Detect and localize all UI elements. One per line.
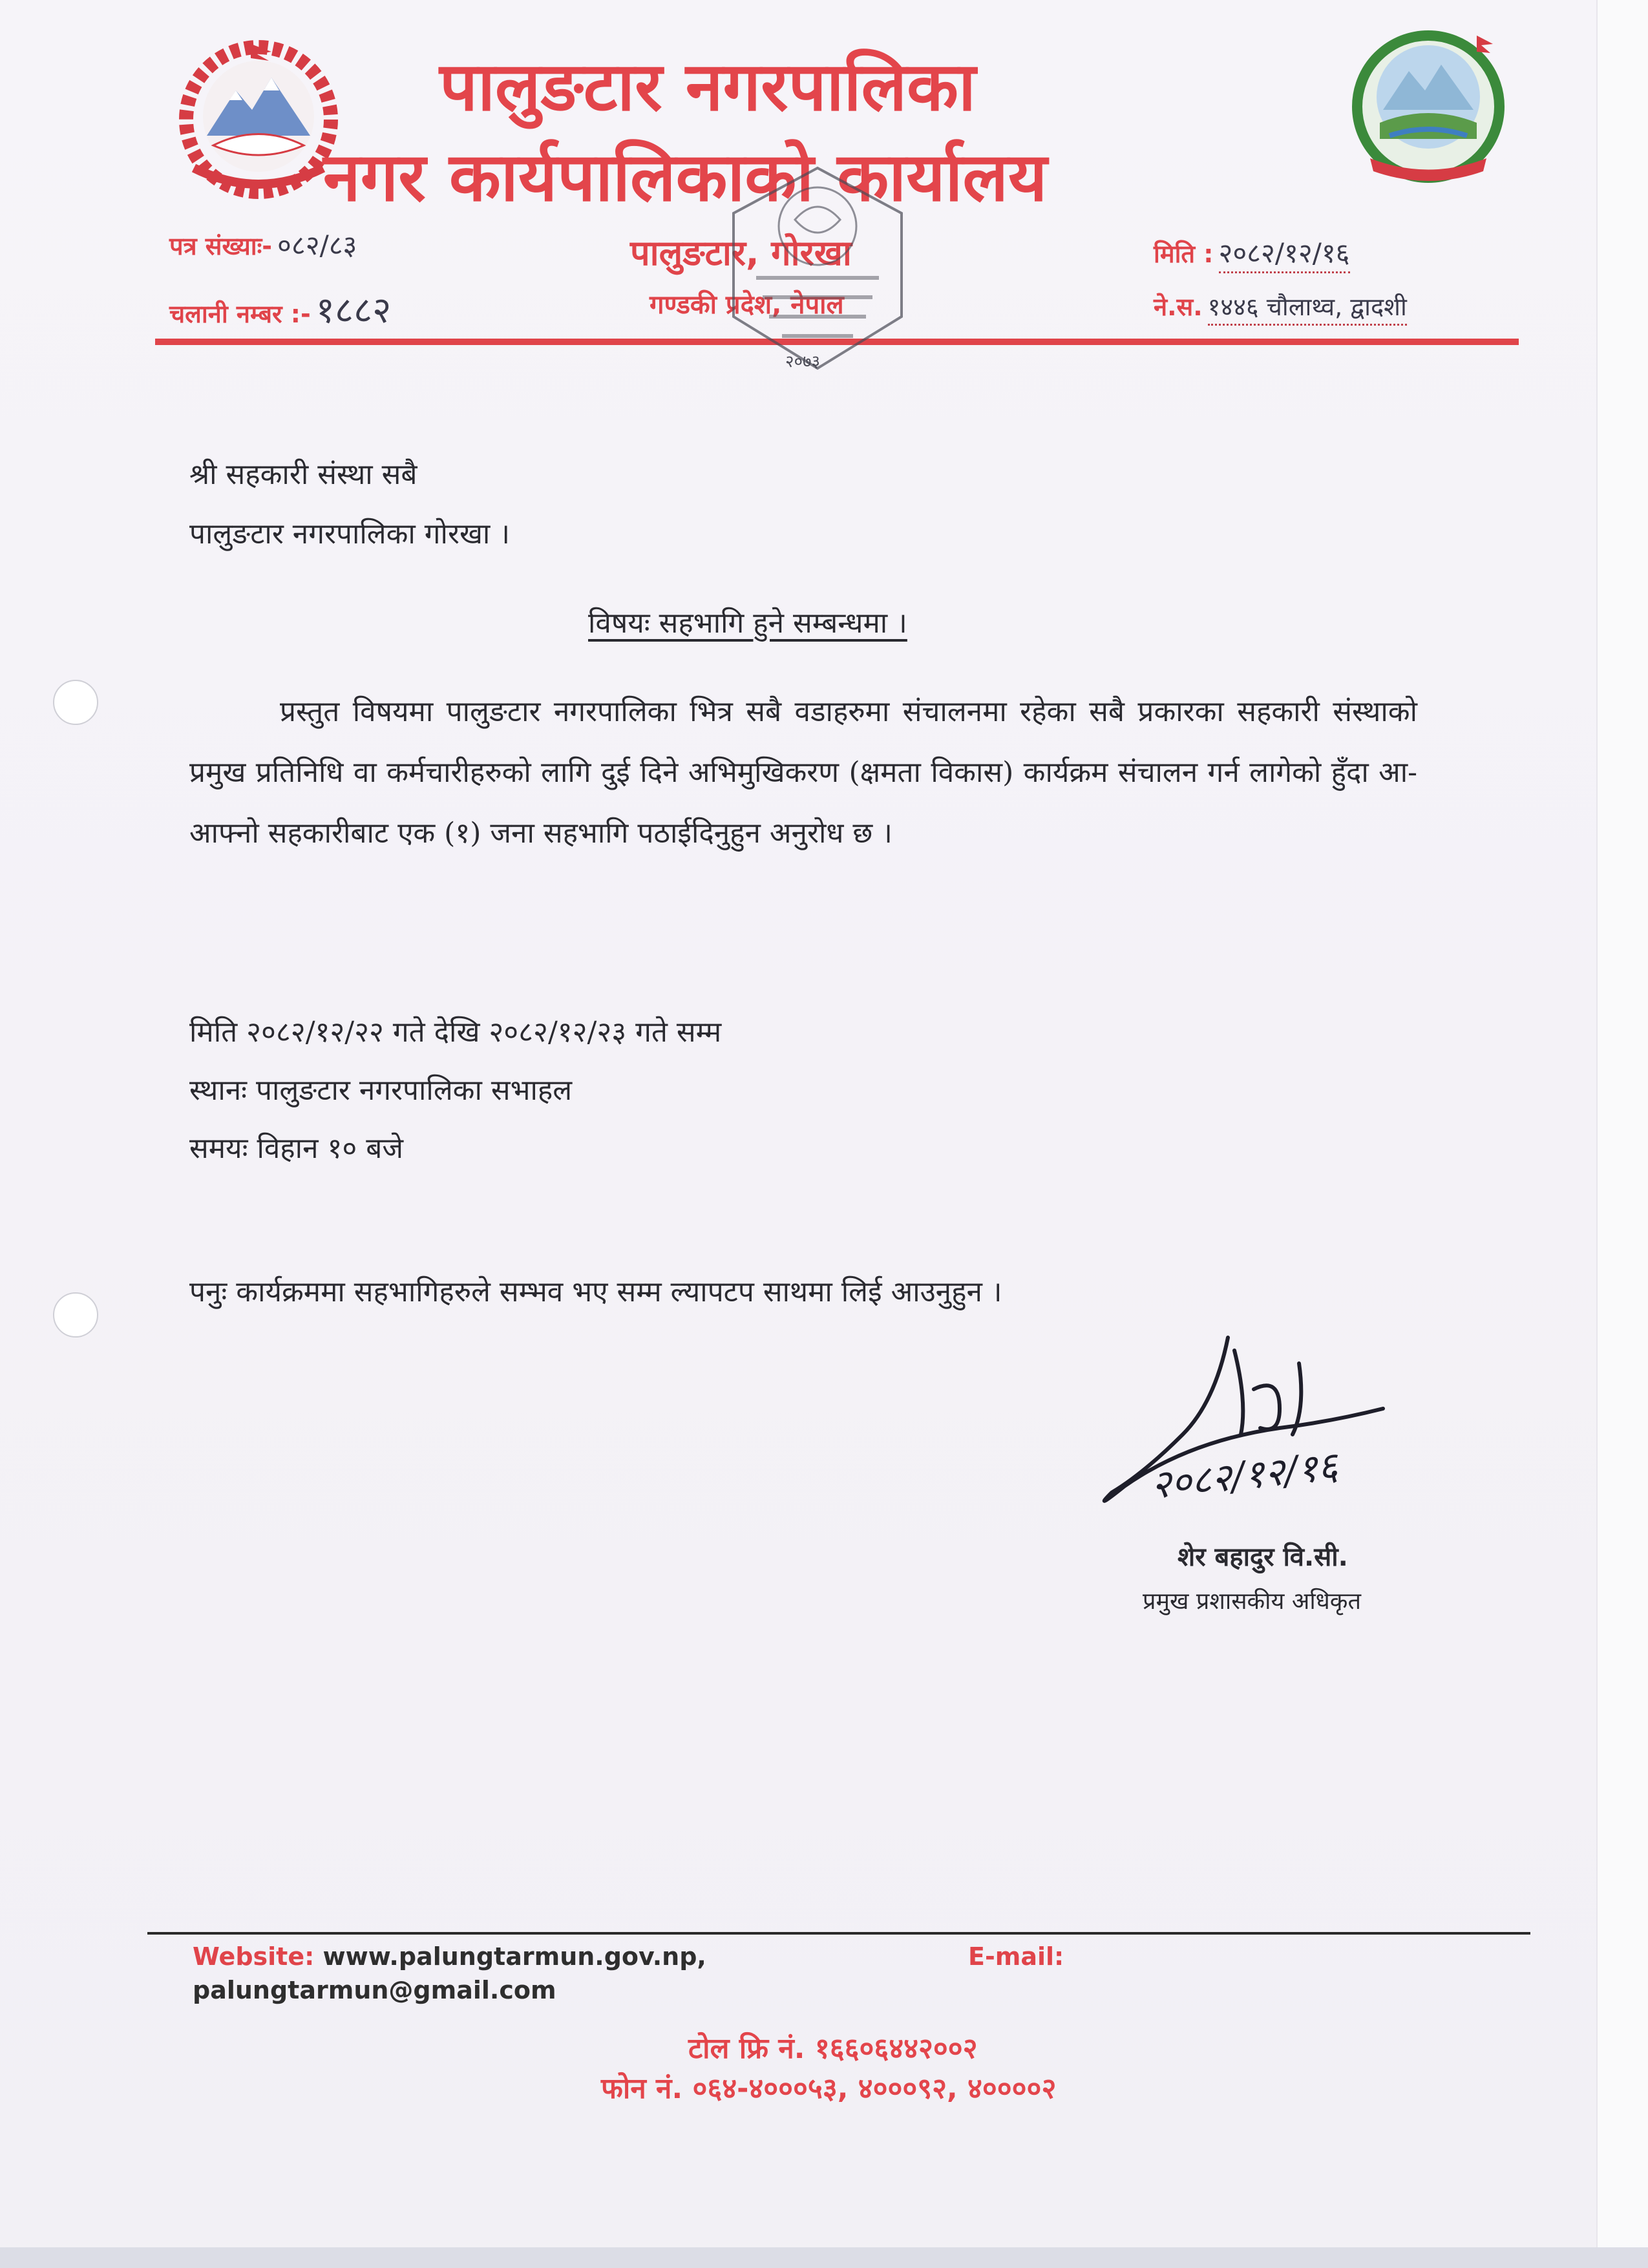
header-title-line1: पालुङटार नगरपालिका [439,47,976,126]
event-time-line: समयः विहान १० बजे [189,1132,403,1165]
chalani-label: चलानी नम्बर :- [169,300,311,328]
nepal-sambat-date [1154,289,1407,323]
footer-email [193,1976,556,2004]
page-edge-right [1596,0,1648,2268]
miti-label: मिति : [1154,240,1214,268]
note-line: पनुः कार्यक्रममा सहभागिहरुले सम्भव भए सम्म ल्यापटप साथमा लिई आउनुहुन । [189,1276,1002,1308]
header-title-line2: नगर कार्यपालिकाको कार्यालय [323,138,1048,216]
event-date-line: मिति २०८२/१२/२२ गते देखि २०८२/१२/२३ गते सम्म [189,1016,722,1049]
punch-hole-bottom [53,1292,98,1338]
miti-value: २०८२/१२/१६ [1219,237,1350,273]
addressee-line1: श्री सहकारी संस्था सबै [189,458,417,491]
footer-tollfree: टोल फ्रि नं. १६६०६४४२००२ [688,2032,978,2065]
chalani-value: १८८२ [315,289,392,331]
ns-label: ने.स. [1154,293,1203,321]
header-date [1154,234,1350,271]
ns-value: १४४६ चौलाथ्व, द्वादशी [1208,293,1407,326]
website-value[interactable]: www.palungtarmun.gov.np, [322,1942,706,1971]
footer-website [193,1942,706,1971]
handwritten-signature [1086,1325,1422,1531]
signatory-name: शेर बहादुर वि.सी. [1178,1542,1348,1572]
page-edge-bottom [0,2247,1648,2268]
patra-sankhya [169,226,357,263]
chalani-number [169,284,391,333]
event-place-line: स्थानः पालुङटार नगरपालिका सभाहल [189,1074,573,1107]
footer-email-label [968,1942,1064,1971]
subject-line: विषयः सहभागि हुने सम्बन्धमा । [588,607,907,640]
email-label: E-mail: [968,1942,1064,1971]
nepal-emblem-icon [174,39,343,200]
patra-value: ०८२/८३ [277,229,357,261]
stamp-year: २०७३ [785,352,821,372]
municipality-logo-icon [1344,26,1512,187]
patra-label: पत्र संख्याः- [169,232,273,260]
punch-hole-top [53,680,98,725]
office-location: पालुङटार, गोरखा [630,233,852,273]
email-value[interactable]: palungtarmun@gmail.com [193,1976,556,2004]
footer-phone: फोन नं. ०६४-४०००५३, ४०००९२, ४००००२ [601,2072,1057,2105]
body-paragraph-text: प्रस्तुत विषयमा पालुङटार नगरपालिका भित्र सबै वडाहरुमा संचालनमा रहेका सबै प्रकारका सहकारी संस्थाको प्रमुख प्रतिनिधि वा कर्मचारीहरुको लागि दुई दिने अभिमुखिकरण (क्षमता विकास) कार्यक्रम संचालन गर्न लागेको हुँदा आ-आफ्नो सहकारीबाट एक (१) जना सहभागि पठाईदिनुहुन अनुरोध छ । [189,695,1418,850]
footer-divider [147,1932,1530,1935]
signatory-designation: प्रमुख प्रशासकीय अधिकृत [1143,1588,1361,1615]
signature-date: २०८२/१२/१६ [1148,1444,1340,1508]
office-region: गण्डकी प्रदेश, नेपाल [650,290,844,320]
website-label: Website: [193,1942,315,1971]
body-paragraph [189,682,1417,864]
addressee-line2: पालुङटार नगरपालिका गोरखा । [189,518,510,551]
